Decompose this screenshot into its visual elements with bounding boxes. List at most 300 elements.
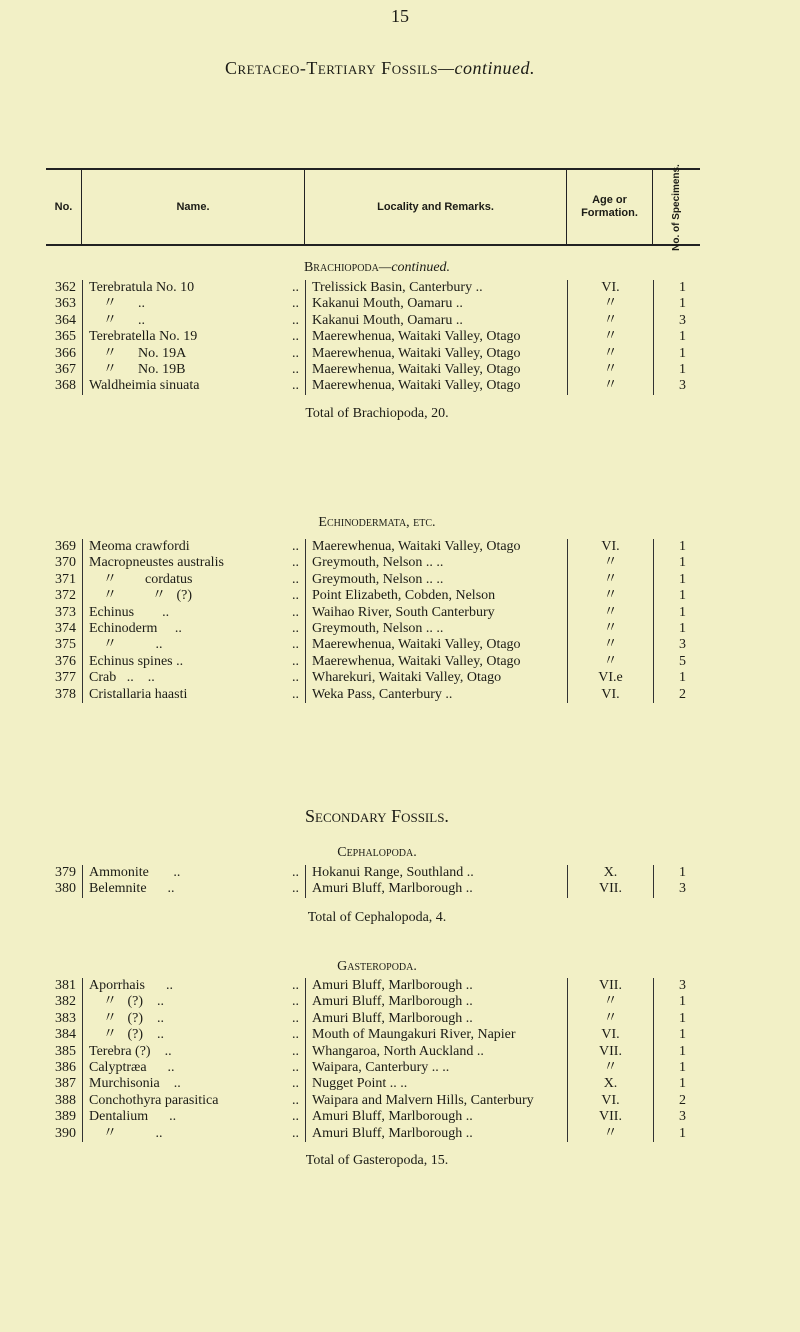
specimen-name: [82, 654, 305, 670]
major-heading: Secondary Fossils.: [305, 806, 449, 826]
specimen-count: [653, 378, 700, 394]
locality: [305, 280, 567, 296]
specimen-count-text: 1: [679, 1010, 686, 1026]
specimen-name-text: Conchothyra parasitica: [89, 1092, 219, 1108]
age-formation: [567, 621, 653, 637]
row-number: [46, 1076, 82, 1092]
locality-text: Maerewhenua, Waitaki Valley, Otago: [312, 345, 521, 361]
specimen-count: [653, 280, 700, 296]
specimen-count-text: 3: [679, 312, 686, 328]
row-number-text: 379: [55, 865, 76, 880]
locality-text: Hokanui Range, Southland ..: [312, 865, 474, 880]
locality-text: Kakanui Mouth, Oamaru ..: [312, 296, 463, 312]
table-row: [0, 687, 800, 703]
specimen-count-text: 3: [679, 978, 686, 993]
specimen-count-text: 1: [679, 994, 686, 1010]
age-formation-text: 〃: [603, 378, 618, 394]
specimen-count: [653, 362, 700, 378]
specimen-name: [82, 978, 305, 994]
specimen-count-text: 1: [679, 1043, 686, 1059]
section-total: Total of Cephalopoda, 4.: [307, 909, 447, 925]
specimen-name-text: 〃 (?) ..: [89, 1010, 165, 1026]
age-formation-text: 〃: [603, 994, 618, 1010]
locality: [305, 654, 567, 670]
section-echinodermata: [0, 515, 800, 703]
locality-text: Nugget Point .. ..: [312, 1076, 408, 1092]
specimen-name: [82, 280, 305, 296]
row-number: [46, 654, 82, 670]
specimen-name-text: Terebra (?) ..: [89, 1043, 172, 1059]
specimen-count-text: 1: [679, 329, 686, 345]
specimen-name-text: Calyptræa ..: [89, 1060, 175, 1076]
specimen-name-text: 〃 (?) ..: [89, 1027, 165, 1043]
locality-text: Maerewhenua, Waitaki Valley, Otago: [312, 637, 521, 653]
row-number: [46, 670, 82, 686]
specimen-count-text: 1: [679, 571, 686, 587]
table-row: [0, 346, 800, 362]
specimen-name-text: Aporrhais ..: [89, 978, 173, 993]
locality-text: Maerewhenua, Waitaki Valley, Otago: [312, 378, 521, 394]
age-formation: [567, 605, 653, 621]
age-formation: [567, 1044, 653, 1060]
specimen-name-text: Echinus ..: [89, 604, 170, 620]
table-row: [0, 329, 800, 345]
table-row: [0, 362, 800, 378]
row-number-text: 378: [55, 686, 76, 702]
header-age: Age or Formation.: [567, 170, 653, 244]
age-formation: [567, 654, 653, 670]
specimen-count-text: 3: [679, 637, 686, 653]
locality-text: Amuri Bluff, Marlborough ..: [312, 1010, 473, 1026]
specimen-name-text: Macropneustes australis: [89, 555, 224, 571]
section-rows: [0, 978, 800, 1142]
age-formation-text: X.: [603, 865, 618, 880]
row-number-text: 380: [55, 881, 76, 897]
locality: [305, 378, 567, 394]
specimen-count-text: 1: [679, 345, 686, 361]
table-header: [46, 163, 700, 251]
title-main: Cretaceo-Tertiary Fossils: [224, 58, 439, 78]
age-formation-text: VII.: [599, 1109, 622, 1125]
header-name: Name.: [82, 170, 305, 244]
age-formation-text: 〃: [603, 1010, 618, 1026]
locality-text: Greymouth, Nelson .. ..: [312, 571, 444, 587]
specimen-name: [82, 346, 305, 362]
title-suffix: —continued.: [438, 58, 536, 78]
specimen-name: [82, 1109, 305, 1125]
table-row: [0, 637, 800, 653]
row-number-text: 375: [55, 637, 76, 653]
specimen-count-text: 2: [679, 1092, 686, 1108]
row-number-text: 367: [55, 362, 76, 378]
age-formation-text: 〃: [603, 653, 618, 669]
header-locality: Locality and Remarks.: [305, 170, 567, 244]
specimen-count: [653, 572, 700, 588]
specimen-name: [82, 670, 305, 686]
locality-text: Whangaroa, North Auckland ..: [312, 1043, 484, 1059]
specimen-count-text: 3: [679, 1109, 686, 1125]
table-row: [0, 605, 800, 621]
specimen-name: [82, 1093, 305, 1109]
locality: [305, 1093, 567, 1109]
age-formation-text: 〃: [603, 1125, 618, 1141]
locality: [305, 1027, 567, 1043]
specimen-count: [653, 994, 700, 1010]
row-number: [46, 637, 82, 653]
age-formation-text: 〃: [603, 312, 618, 328]
age-formation-text: 〃: [603, 571, 618, 587]
age-formation: [567, 329, 653, 345]
section-heading-text: Brachiopoda: [303, 260, 379, 275]
specimen-name-text: 〃 ..: [89, 296, 145, 312]
specimen-count: [653, 1060, 700, 1076]
table-row: [0, 1027, 800, 1043]
locality-text: Kakanui Mouth, Oamaru ..: [312, 312, 463, 328]
age-formation: [567, 881, 653, 897]
row-number: [46, 296, 82, 312]
age-formation-text: VI.: [601, 1027, 620, 1043]
row-number-text: 363: [55, 296, 76, 312]
row-number-text: 362: [55, 280, 76, 295]
row-number-text: 376: [55, 653, 76, 669]
locality-text: Amuri Bluff, Marlborough ..: [312, 994, 473, 1010]
row-number: [46, 881, 82, 897]
row-number-text: 381: [55, 978, 76, 993]
section-total: Total of Gasteropoda, 15.: [305, 1153, 449, 1169]
age-formation-text: 〃: [603, 296, 618, 312]
specimen-count: [653, 881, 700, 897]
table-row: [0, 865, 800, 881]
specimen-count-text: 1: [679, 621, 686, 637]
table-row: [0, 994, 800, 1010]
table-row: [0, 313, 800, 329]
specimen-count: [653, 555, 700, 571]
specimen-count: [653, 978, 700, 994]
row-number-text: 389: [55, 1109, 76, 1125]
specimen-name: [82, 1011, 305, 1027]
table-row: [0, 670, 800, 686]
age-formation-text: 〃: [603, 588, 618, 604]
row-number: [46, 313, 82, 329]
specimen-name-text: Terebratula No. 10: [89, 280, 195, 295]
row-number-text: 370: [55, 555, 76, 571]
specimen-name: [82, 881, 305, 897]
row-number-text: 368: [55, 378, 76, 394]
locality: [305, 605, 567, 621]
row-number-text: 384: [55, 1027, 76, 1043]
specimen-name: [82, 313, 305, 329]
locality-text: Maerewhenua, Waitaki Valley, Otago: [312, 539, 521, 554]
specimen-count: [653, 329, 700, 345]
specimen-count-text: 1: [679, 604, 686, 620]
table-row: [0, 1044, 800, 1060]
row-number: [46, 1027, 82, 1043]
specimen-name-text: 〃 No. 19B: [89, 362, 186, 378]
age-formation: [567, 555, 653, 571]
table-row: [0, 621, 800, 637]
locality: [305, 539, 567, 555]
locality: [305, 296, 567, 312]
specimen-name-text: 〃 cordatus: [89, 571, 193, 587]
specimen-name: [82, 1126, 305, 1142]
specimen-name: [82, 378, 305, 394]
locality-text: Waihao River, South Canterbury: [312, 604, 495, 620]
age-formation-text: 〃: [603, 345, 618, 361]
age-formation: [567, 362, 653, 378]
specimen-count: [653, 621, 700, 637]
page-title: [0, 58, 760, 79]
specimen-count: [653, 605, 700, 621]
specimen-count-text: 1: [679, 1125, 686, 1141]
age-formation: [567, 588, 653, 604]
locality-text: Amuri Bluff, Marlborough ..: [312, 881, 473, 897]
age-formation: [567, 572, 653, 588]
specimen-count-text: 1: [679, 670, 686, 686]
specimen-name-text: Ammonite ..: [89, 865, 181, 880]
specimen-name: [82, 555, 305, 571]
table-row: [0, 978, 800, 994]
locality: [305, 881, 567, 897]
age-formation: [567, 1126, 653, 1142]
row-number: [46, 1060, 82, 1076]
specimen-count: [653, 654, 700, 670]
row-number: [46, 865, 82, 881]
row-number: [46, 1109, 82, 1125]
specimen-name-text: Meoma crawfordi: [89, 539, 190, 554]
specimen-count: [653, 637, 700, 653]
row-number-text: 366: [55, 345, 76, 361]
page-number: 15: [391, 6, 409, 26]
specimen-count: [653, 588, 700, 604]
specimen-count-text: 1: [679, 362, 686, 378]
locality: [305, 1109, 567, 1125]
specimen-name: [82, 1027, 305, 1043]
locality: [305, 637, 567, 653]
specimen-name-text: Dentalium ..: [89, 1109, 177, 1125]
age-formation-text: 〃: [603, 1060, 618, 1076]
table-row: [0, 588, 800, 604]
locality: [305, 1060, 567, 1076]
locality-text: Amuri Bluff, Marlborough ..: [312, 978, 473, 993]
row-number-text: 374: [55, 621, 76, 637]
specimen-count: [653, 1126, 700, 1142]
specimen-name: [82, 605, 305, 621]
age-formation-text: VI.: [601, 539, 620, 554]
row-number-text: 383: [55, 1010, 76, 1026]
specimen-count: [653, 1109, 700, 1125]
table-row: [0, 1011, 800, 1027]
locality-text: Wharekuri, Waitaki Valley, Otago: [312, 670, 502, 686]
specimen-name-text: 〃 No. 19A: [89, 345, 187, 361]
locality: [305, 670, 567, 686]
locality-text: Maerewhenua, Waitaki Valley, Otago: [312, 362, 521, 378]
section-cephalopoda: [0, 806, 800, 926]
age-formation-text: VII.: [599, 1043, 622, 1059]
locality: [305, 994, 567, 1010]
specimen-name-text: Murchisonia ..: [89, 1076, 181, 1092]
row-number: [46, 1093, 82, 1109]
age-formation: [567, 346, 653, 362]
age-formation: [567, 687, 653, 703]
table-row: [0, 1109, 800, 1125]
row-number: [46, 329, 82, 345]
locality-text: Maerewhenua, Waitaki Valley, Otago: [312, 653, 521, 669]
specimen-count: [653, 1011, 700, 1027]
specimen-count: [653, 1093, 700, 1109]
section-heading-suffix: —continued.: [378, 260, 451, 275]
row-number: [46, 378, 82, 394]
row-number: [46, 1011, 82, 1027]
specimen-name-text: Belemnite ..: [89, 881, 175, 897]
specimen-name: [82, 362, 305, 378]
age-formation: [567, 1093, 653, 1109]
locality: [305, 555, 567, 571]
locality: [305, 362, 567, 378]
specimen-count-text: 5: [679, 653, 686, 669]
specimen-name-text: Echinoderm ..: [89, 621, 182, 637]
specimen-name-text: Crab .. ..: [89, 670, 155, 686]
locality: [305, 346, 567, 362]
specimen-count: [653, 296, 700, 312]
locality: [305, 687, 567, 703]
row-number: [46, 572, 82, 588]
row-number-text: 390: [55, 1125, 76, 1141]
locality-text: Weka Pass, Canterbury ..: [312, 686, 453, 702]
table-row: [0, 378, 800, 394]
age-formation-text: 〃: [603, 362, 618, 378]
row-number: [46, 605, 82, 621]
row-number-text: 371: [55, 571, 76, 587]
section-brachiopoda: [0, 260, 800, 422]
row-number-text: 369: [55, 539, 76, 554]
age-formation-text: VII.: [599, 881, 622, 897]
header-specimens: [653, 163, 700, 251]
specimen-count-text: 1: [679, 1060, 686, 1076]
specimen-name: [82, 588, 305, 604]
age-formation: [567, 1060, 653, 1076]
row-number-text: 364: [55, 312, 76, 328]
section-heading: Echinodermata, etc.: [318, 515, 436, 530]
specimen-name-text: Cristallaria haasti: [89, 686, 188, 702]
section-heading: Cephalopoda.: [337, 845, 417, 860]
specimen-count-text: 1: [679, 280, 686, 295]
row-number-text: 372: [55, 588, 76, 604]
locality-text: Trelissick Basin, Canterbury ..: [312, 280, 483, 295]
specimen-count: [653, 539, 700, 555]
table-row: [0, 881, 800, 897]
age-formation-text: VI.: [601, 686, 620, 702]
age-formation: [567, 313, 653, 329]
header-no: No.: [46, 170, 82, 244]
specimen-count-text: 1: [679, 555, 686, 571]
locality-text: Amuri Bluff, Marlborough ..: [312, 1125, 473, 1141]
row-number-text: 388: [55, 1092, 76, 1108]
specimen-count-text: 1: [679, 539, 686, 554]
specimen-name-text: 〃 〃 (?): [89, 588, 193, 604]
row-number: [46, 687, 82, 703]
age-formation: [567, 978, 653, 994]
row-number: [46, 346, 82, 362]
specimen-name: [82, 539, 305, 555]
age-formation: [567, 994, 653, 1010]
locality: [305, 1011, 567, 1027]
row-number: [46, 280, 82, 296]
age-formation: [567, 1076, 653, 1092]
specimen-name-text: Echinus spines ..: [89, 653, 184, 669]
age-formation: [567, 637, 653, 653]
specimen-count-text: 1: [679, 296, 686, 312]
specimen-name: [82, 865, 305, 881]
age-formation: [567, 1011, 653, 1027]
age-formation: [567, 1027, 653, 1043]
specimen-count-text: 3: [679, 881, 686, 897]
specimen-count: [653, 865, 700, 881]
age-formation-text: VII.: [599, 978, 622, 993]
row-number: [46, 994, 82, 1010]
specimen-name: [82, 329, 305, 345]
specimen-name-text: 〃 ..: [89, 312, 145, 328]
age-formation: [567, 865, 653, 881]
section-heading: Gasteropoda.: [337, 959, 417, 974]
age-formation: [567, 539, 653, 555]
row-number: [46, 539, 82, 555]
age-formation-text: VI.: [601, 280, 620, 295]
table-row: [0, 1060, 800, 1076]
age-formation: [567, 670, 653, 686]
locality: [305, 1076, 567, 1092]
specimen-count-text: 3: [679, 378, 686, 394]
specimen-count-text: 1: [679, 1027, 686, 1043]
locality-text: Point Elizabeth, Cobden, Nelson: [312, 588, 496, 604]
row-number-text: 385: [55, 1043, 76, 1059]
age-formation-text: 〃: [603, 637, 618, 653]
specimen-name-text: 〃 ..: [89, 1125, 163, 1141]
specimen-count: [653, 313, 700, 329]
table-row: [0, 1076, 800, 1092]
specimen-count-text: 1: [679, 588, 686, 604]
age-formation-text: 〃: [603, 555, 618, 571]
specimen-name: [82, 1076, 305, 1092]
specimen-name: [82, 572, 305, 588]
age-formation-text: 〃: [603, 329, 618, 345]
age-formation: [567, 296, 653, 312]
row-number: [46, 978, 82, 994]
locality: [305, 588, 567, 604]
row-number: [46, 362, 82, 378]
locality-text: Amuri Bluff, Marlborough ..: [312, 1109, 473, 1125]
locality-text: Greymouth, Nelson .. ..: [312, 555, 444, 571]
locality: [305, 329, 567, 345]
specimen-count: [653, 1027, 700, 1043]
specimen-name: [82, 1044, 305, 1060]
age-formation: [567, 1109, 653, 1125]
row-number-text: 386: [55, 1060, 76, 1076]
row-number: [46, 621, 82, 637]
row-number-text: 365: [55, 329, 76, 345]
age-formation-text: 〃: [603, 621, 618, 637]
locality: [305, 621, 567, 637]
specimen-name: [82, 296, 305, 312]
locality: [305, 978, 567, 994]
section-gasteropoda: [0, 959, 800, 1169]
specimen-name-text: Waldheimia sinuata: [89, 378, 200, 394]
table-row: [0, 654, 800, 670]
age-formation: [567, 280, 653, 296]
specimen-count: [653, 1076, 700, 1092]
table-row: [0, 296, 800, 312]
section-rows: [0, 865, 800, 898]
table-row: [0, 1126, 800, 1142]
